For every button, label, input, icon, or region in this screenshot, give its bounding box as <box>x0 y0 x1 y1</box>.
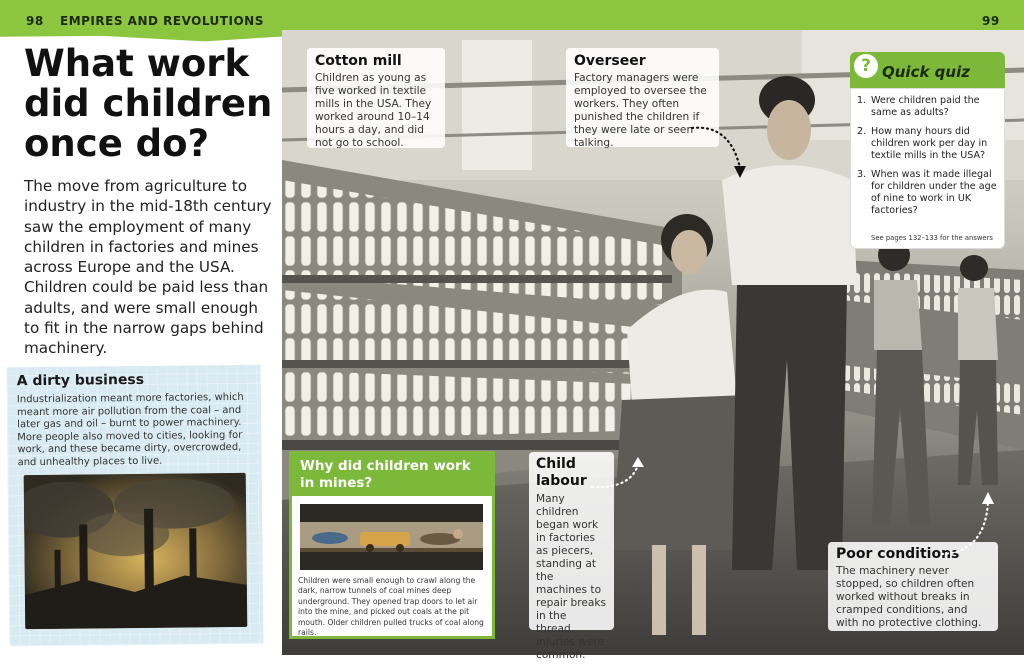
overseer-text: Factory managers were employed to oversee the workers. They often punished the children if they were late or seen talking. <box>574 72 707 149</box>
quick-quiz-body <box>850 88 1005 249</box>
quick-quiz-header <box>850 52 1005 88</box>
cotton-mill-box <box>307 48 445 148</box>
intro-paragraph: The move from agriculture to industry in the mid-18th century saw the employment of many children in factories and mines across Europe and the USA. Children could be paid less than adults, and were small enough to fit in the narrow gaps behind machinery. <box>24 177 272 358</box>
dirty-business-panel <box>7 365 264 647</box>
question-mark-icon: ? <box>854 54 878 78</box>
quick-quiz-heading: Quick quiz <box>882 63 970 81</box>
industrial-smoke-painting <box>24 473 248 629</box>
quiz-question: 3. When was it made illegal for children under the age of nine to work in UK factories? <box>857 169 997 216</box>
child-labour-heading: Child labour <box>536 456 587 489</box>
poor-conditions-box <box>828 542 998 631</box>
child-labour-text: Many children began work in factories as piecers, standing at the machines to repair breaks in the thread. Injuries were common. <box>536 493 607 661</box>
coal-mine-illustration <box>300 504 483 570</box>
cotton-mill-heading: Cotton mill <box>315 53 402 69</box>
quiz-answers-note: See pages 132–133 for the answers <box>871 234 993 242</box>
cotton-mill-text: Children as young as five worked in textile mills in the USA. They worked around 10–14 hours a day, and did not go to school. <box>315 72 432 149</box>
quiz-question: 1. Were children paid the same as adults? <box>857 95 980 118</box>
dirty-business-text: Industrialization meant more factories, which meant more air pollution from the coal – and later gas and oil – burnt to power machinery. More people also moved to cities, looking for work, and these became dirty, overcrowded, and unhealthy places to live. <box>16 391 244 469</box>
smoke-illustration <box>24 473 248 629</box>
page-number-right: 99 <box>982 14 1000 28</box>
poor-conditions-text: The machinery never stopped, so children often worked without breaks in cramped conditions, and with no protective clothing. <box>836 565 982 629</box>
overseer-box <box>566 48 719 147</box>
quick-quiz-panel <box>850 52 1005 247</box>
page-title: What work did children once do? <box>24 42 273 165</box>
page-number-left: 98 <box>26 14 44 28</box>
quiz-question-list <box>857 95 999 224</box>
child-labour-box <box>529 452 614 661</box>
mines-heading: Why did children work in mines? <box>292 454 492 496</box>
dirty-business-heading: A dirty business <box>16 371 145 390</box>
mines-caption: Children were small enough to crawl along the dark, narrow tunnels of coal mines deep underground. They opened trap doors to let air into the mine, and picked out coals at the pit mouth. Older children pulled trucks of coal along rails. <box>298 576 484 638</box>
section-title: EMPIRES AND REVOLUTIONS <box>60 14 264 28</box>
mines-panel <box>289 451 495 639</box>
quiz-question: 2. How many hours did children work per day in textile mills in the USA? <box>857 126 988 161</box>
poor-conditions-heading: Poor conditions <box>836 546 960 562</box>
mine-tunnel-drawing <box>300 504 483 570</box>
overseer-heading: Overseer <box>574 53 646 69</box>
